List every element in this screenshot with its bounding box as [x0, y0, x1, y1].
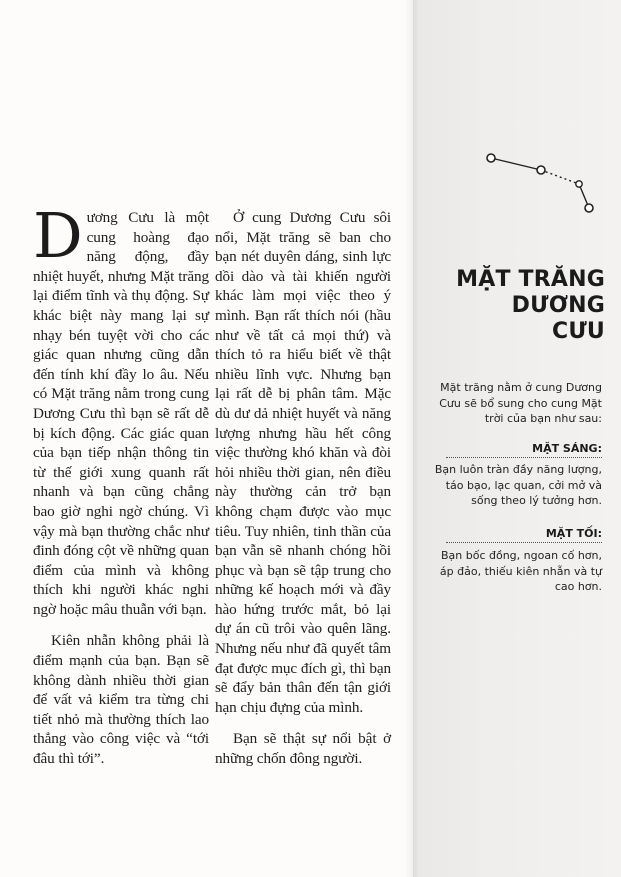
text-column-middle: [215, 208, 391, 769]
sidebar-panel: [413, 0, 621, 877]
text-column-left: [33, 199, 209, 769]
drop-cap: D: [33, 199, 83, 272]
paragraph: Kiên nhẫn không phải là điểm mạnh của bạn. Bạn sẽ không dành nhiều thời gian để vất vả kiểm tra từng chi tiết nhỏ mà thường thích lao thẳng vào công việc và “tới đâu thì tới”.: [33, 632, 209, 768]
binding-shadow: [405, 0, 419, 877]
bright-side-text: Bạn luôn tràn đầy năng lượng, táo bạo, lạc quan, cởi mở và sống theo lý tưởng hơn.: [434, 463, 602, 507]
paragraph: Bạn sẽ thật sự nổi bật ở những chốn đông người.: [215, 730, 391, 768]
title-line: MẶT TRĂNG: [456, 267, 605, 292]
dark-side-heading: MẶT TỐI:: [446, 527, 602, 543]
paragraph-text: ương Cưu là một cung hoàng đạo năng động, đầy nhiệt huyết, nhưng Mặt trăng lại điểm tĩnh và thụ động. Sự khác biệt này mang lại sự nhạy bén tuyệt vời cho các giác quan nhưng cũng dẫn đến tính khí đầy lo âu. Nếu có Mặt trăng nằm trong cung Dương Cưu thì bạn sẽ rất dễ bị kích động. Các giác quan của bạn tiếp nhận thông tin từ thế giới xung quanh rất nhanh và bạn cũng chẳng bao giờ nghi ngờ chúng. Vì vậy mà bạn thường chắc như đinh đóng cột về những quan điểm của mình và không thích khi người khác nghi ngờ hoặc mâu thuẫn với bạn.: [33, 209, 209, 618]
sidebar-intro: Mặt trăng nằm ở cung Dương Cưu sẽ bổ sung cho cung Mặt trời của bạn như sau:: [439, 381, 602, 425]
dark-side-text: Bạn bốc đồng, ngoan cố hơn, áp đảo, thiếu kiên nhẫn và tự cao hơn.: [439, 549, 602, 593]
section-title: [455, 267, 605, 345]
bright-side-heading: MẶT SÁNG:: [446, 442, 602, 458]
title-line: DƯƠNG CƯU: [511, 293, 605, 344]
paragraph: Ở cung Dương Cưu sôi nổi, Mặt trăng sẽ ban cho bạn nét duyên dáng, sinh lực dồi dào và tài khiến người khác làm mọi việc theo ý mình. Bạn rất thích nói (hầu như về tất cả mọi thứ) và thích tỏ ra hiểu biết về thật nhiều lĩnh vực. Nhưng bạn lại rất dễ bị phân tâm. Mặc dù dư dả nhiệt huyết và năng lượng nhưng hầu hết công việc thường khó khăn và đòi hỏi nhiều thời gian, nên điều này thường cản trở bạn không chạm được vào mục tiêu. Tuy nhiên, tinh thần của bạn vẫn sẽ nhanh chóng hồi phục và bạn sẽ tập trung cho những kế hoạch mới và đầy hào hứng trước mắt, bỏ lại dự án cũ trôi vào quên lãng. Nhưng nếu như đã quyết tâm đạt được mục đích gì, thì bạn sẽ đẩy bản thân đến tận giới hạn chịu đựng của mình.: [215, 209, 391, 716]
aries-constellation-icon: [483, 148, 601, 218]
paragraph: [33, 199, 209, 619]
